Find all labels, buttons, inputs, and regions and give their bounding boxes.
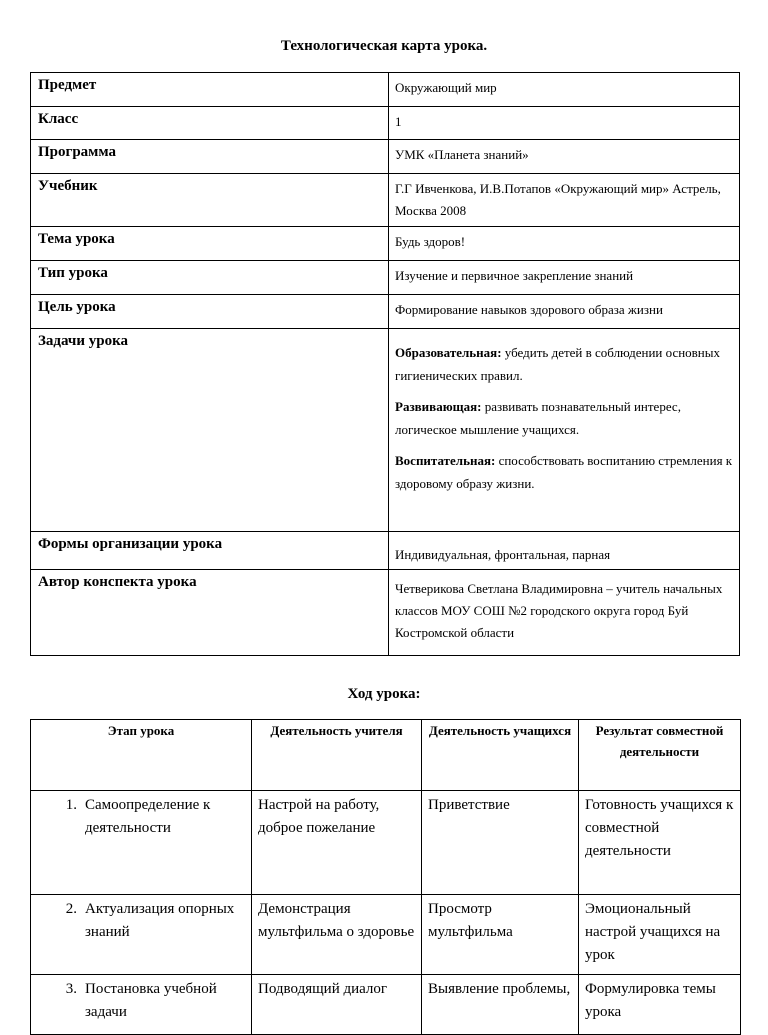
lesson-card-table <box>30 72 740 656</box>
card-row-tasks <box>31 329 740 532</box>
header-teacher: Деятельность учителя <box>252 720 422 791</box>
card-value: 1 <box>389 107 740 140</box>
student-activity: Приветствие <box>422 791 579 895</box>
course-row <box>31 975 741 1035</box>
card-label: Цель урока <box>31 295 389 329</box>
teacher-activity: Настрой на работу, доброе пожелание <box>252 791 422 895</box>
page-title: Технологическая карта урока. <box>280 38 488 54</box>
task-name: Развивающая: <box>395 399 482 414</box>
stage-cell <box>31 791 252 895</box>
task-text: убедить детей в соблюдении основных гигиенических правил. <box>395 345 720 383</box>
course-title: Ход урока: <box>347 686 421 702</box>
card-label: Тип урока <box>31 261 389 295</box>
header-students: Деятельность учащихся <box>422 720 579 791</box>
task-name: Образовательная: <box>395 345 502 360</box>
card-label: Формы организации урока <box>31 532 389 570</box>
card-row-lesson-type <box>31 261 740 295</box>
stage-cell <box>31 895 252 975</box>
card-label: Тема урока <box>31 227 389 261</box>
card-value: Окружающий мир <box>389 73 740 107</box>
card-row-subject <box>31 73 740 107</box>
card-label: Программа <box>31 140 389 174</box>
card-value: Формирование навыков здорового образа жизни <box>389 295 740 329</box>
stage-name: Актуализация опорных знаний <box>85 901 235 940</box>
lesson-course-table <box>30 719 741 1035</box>
card-label: Автор конспекта урока <box>31 570 389 656</box>
card-value: УМК «Планета знаний» <box>389 140 740 174</box>
task-text: способствовать воспитанию стремления к здоровому образу жизни. <box>395 453 733 491</box>
card-label: Задачи урока <box>31 329 389 532</box>
student-activity: Выявление проблемы, <box>422 975 579 1035</box>
task-text: развивать познавательный интерес, логическое мышление учащихся. <box>395 399 681 437</box>
card-label: Класс <box>31 107 389 140</box>
student-activity: Просмотр мультфильма <box>422 895 579 975</box>
card-label: Учебник <box>31 174 389 227</box>
card-value: Г.Г Ивченкова, И.В.Потапов «Окружающий мир» Астрель, Москва 2008 <box>389 174 740 227</box>
card-row-grade <box>31 107 740 140</box>
card-value: Четверикова Светлана Владимировна – учитель начальных классов МОУ СОШ №2 городского округа город Буй Костромской области <box>389 570 740 656</box>
stage-number: 2. <box>65 901 77 917</box>
stage-name: Постановка учебной задачи <box>85 981 217 1020</box>
course-header-row <box>31 720 741 791</box>
card-row-goal <box>31 295 740 329</box>
joint-result: Готовность учащихся к совместной деятельности <box>579 791 741 895</box>
joint-result: Формулировка темы урока <box>579 975 741 1035</box>
card-row-topic <box>31 227 740 261</box>
task-upbringing <box>395 449 733 495</box>
course-row <box>31 895 741 975</box>
stage-number: 3. <box>65 981 77 997</box>
card-value: Изучение и первичное закрепление знаний <box>389 261 740 295</box>
header-stage: Этап урока <box>31 720 252 791</box>
joint-result: Эмоциональный настрой учащихся на урок <box>579 895 741 975</box>
card-row-textbook <box>31 174 740 227</box>
stage-name: Самоопределение к деятельности <box>85 797 211 836</box>
teacher-activity: Демонстрация мультфильма о здоровье <box>252 895 422 975</box>
teacher-activity: Подводящий диалог <box>252 975 422 1035</box>
tasks-cell <box>389 329 740 532</box>
course-row <box>31 791 741 895</box>
task-educational <box>395 341 733 387</box>
stage-number: 1. <box>65 797 77 813</box>
task-developmental <box>395 395 733 441</box>
card-value: Будь здоров! <box>389 227 740 261</box>
stage-cell <box>31 975 252 1035</box>
card-label: Предмет <box>31 73 389 107</box>
task-name: Воспитательная: <box>395 453 496 468</box>
card-value: Индивидуальная, фронтальная, парная <box>389 532 740 570</box>
card-row-author <box>31 570 740 656</box>
header-result: Результат совместной деятельности <box>579 720 741 791</box>
card-row-program <box>31 140 740 174</box>
card-row-forms <box>31 532 740 570</box>
